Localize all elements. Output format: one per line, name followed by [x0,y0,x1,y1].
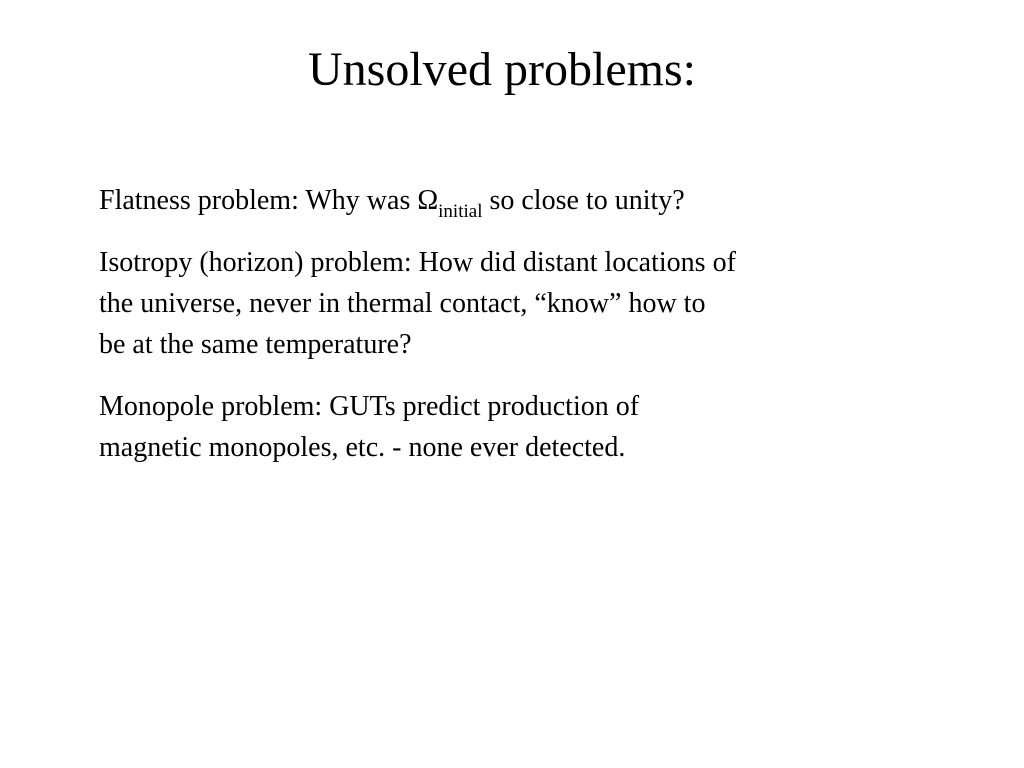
monopole-line-1: Monopole problem: GUTs predict production of [99,391,640,422]
omega-subscript: initial [438,201,483,222]
isotropy-line-2: the universe, never in thermal contact, “know” how to [99,288,706,319]
slide-title: Unsolved problems: [308,43,696,96]
monopole-line-2: magnetic monopoles, etc. - none ever detected. [99,432,626,463]
flatness-text-start: Flatness problem: Why was Ω [99,185,439,216]
isotropy-line-1: Isotropy (horizon) problem: How did distant locations of [99,247,736,278]
slide-body [99,180,899,489]
isotropy-problem-paragraph [99,242,899,365]
isotropy-line-3: be at the same temperature? [99,329,412,360]
monopole-problem-paragraph [99,386,899,468]
flatness-problem-paragraph [99,180,899,221]
flatness-text-end: so close to unity? [482,185,685,216]
